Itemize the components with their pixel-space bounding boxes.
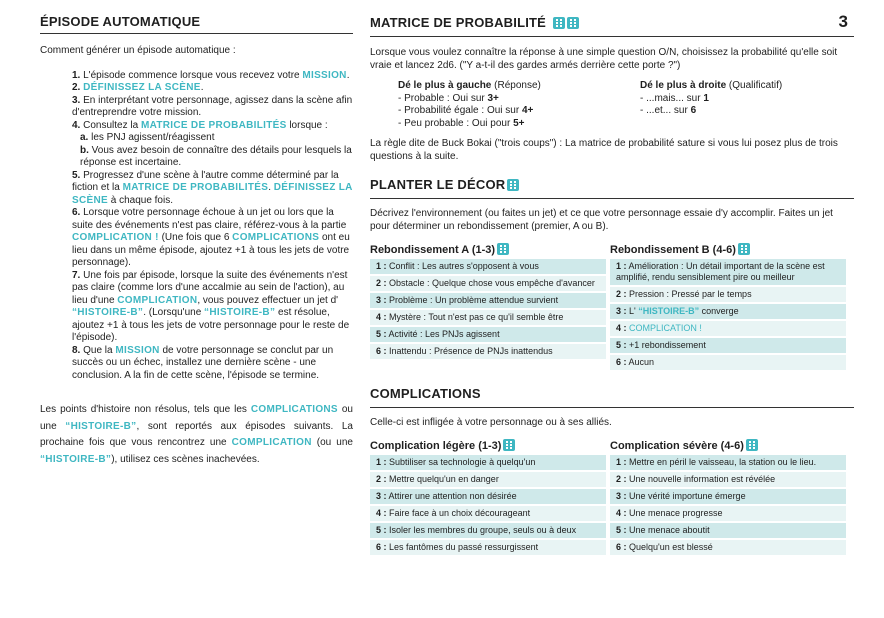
step-4b: b. Vous avez besoin de connaître des détails pour lesquels la réponse est incertaine. — [80, 144, 352, 168]
table-row: 1 : Mettre en péril le vaisseau, la station ou le lieu. — [610, 455, 846, 471]
dice-icon — [738, 243, 750, 255]
step-2: 2. DÉFINISSEZ LA SCÈNE. — [72, 82, 204, 93]
dice-icon — [746, 439, 758, 451]
decor-header — [370, 176, 854, 199]
table-row: 6 : Les fantômes du passé ressurgissent — [370, 539, 606, 556]
table-row: 6 : Aucun — [610, 354, 846, 371]
right-column — [370, 14, 854, 579]
table-row: 1 : Amélioration : Un détail important de la scène est amplifié, rendu sensiblement pire ou meilleur — [610, 259, 846, 286]
section-title-decor: PLANTER LE DÉCOR — [370, 177, 506, 192]
decor-intro: Décrivez l'environnement (ou faites un jet) et ce que votre personnage essaie d'y accomplir. Faites un jet pour déterminer un rebondissement (premier, A ou B). — [370, 208, 833, 232]
table-row: 5 : Activité : Les PNJs agissent — [370, 326, 606, 343]
table-row: 6 : Inattendu : Présence de PNJs inattendus — [370, 343, 606, 360]
matrix-intro: Lorsque vous voulez connaître la réponse à une simple question O/N, choisissez la probabilité qu'elle soit vraie et lancez 2d6. ("Y a-t-il des gardes armés derrière cette porte ?") — [370, 47, 838, 71]
step-4: 4. Consultez la MATRICE DE PROBABILITÉS lorsque : — [72, 119, 328, 131]
table-row: 4 : Une menace progresse — [610, 505, 846, 522]
step-7: 7. Une fois par épisode, lorsque la suite des événements n'est pas claire (comme lors d'une accalmie au sein de l'action), au lieu d'une COMPLICATION, vous pouvez effectuer un jet d' “HISTOIRE-B”. (Lorsqu'une “HISTOIRE-B” est résolue, ajoutez +1 à tous les jets de votre personnage pour le reste de l'épisode). — [72, 269, 350, 343]
episode-footer: Les points d'histoire non résolus, tels que les COMPLICATIONS ou une “HISTOIRE-B”, sont reportés aux épisodes suivants. La prochaine fois que vous rencontrez une COMPLICATION (ou une “HISTOIRE-B”), utilisez ces scènes inachevées. — [40, 404, 353, 465]
table-complication-legere: Complication légère (1-3) 1 : Subtiliser sa technologie à quelqu'un 2 : Mettre quelqu'un en danger 3 : Attirer une attention non désirée 4 : Faire face à un choix décourageant 5 : Isoler les membres du groupe, seuls ou à deux 6 : Les fantômes du passé ressurgissent — [370, 439, 606, 557]
table-row: 2 : Obstacle : Quelque chose vous empêche d'avancer — [370, 275, 606, 292]
episode-steps — [72, 70, 354, 383]
dice-icon — [553, 17, 565, 29]
dice-icon — [497, 243, 509, 255]
rebond-tables — [370, 243, 854, 383]
complication-legere-table — [370, 455, 606, 557]
complication-severe-table — [610, 455, 846, 557]
section-title-episode: ÉPISODE AUTOMATIQUE — [40, 14, 353, 34]
table-row: 2 : Une nouvelle information est révélée — [610, 471, 846, 488]
table-row: 4 : Mystère : Tout n'est pas ce qu'il semble être — [370, 309, 606, 326]
rebond-b-table — [610, 259, 846, 372]
left-die-row: - Probabilité égale : Oui sur 4+ — [398, 105, 534, 116]
table-row: 5 : Une menace aboutit — [610, 522, 846, 539]
step-8: 8. Que la MISSION de votre personnage se conclut par un succès ou un échec, installez une dernière scène - une conclusion. A la fin de cette scène, l'épisode se termine. — [72, 344, 334, 381]
table-row: 2 : Pression : Pressé par le temps — [610, 286, 846, 303]
right-die-block: Dé le plus à droite (Qualificatif) - ...mais... sur 1 - ...et... sur 6 — [640, 80, 850, 118]
table-row: 1 : Conflit : Les autres s'opposent à vous — [370, 259, 606, 275]
left-column — [40, 14, 353, 468]
table-row: 3 : Attirer une attention non désirée — [370, 488, 606, 505]
table-row: 4 : Faire face à un choix décourageant — [370, 505, 606, 522]
step-5: 5. Progressez d'une scène à l'autre comme déterminé par la fiction et la MATRICE DE PROBABILITÉS. DÉFINISSEZ LA SCÈNE à chaque fois. — [72, 169, 353, 206]
left-die-row: - Peu probable : Oui pour 5+ — [398, 117, 525, 129]
dice-icon — [503, 439, 515, 451]
table-row: 5 : +1 rebondissement — [610, 337, 846, 354]
left-die-block: Dé le plus à gauche (Réponse) - Probable : Oui sur 3+ - Probabilité égale : Oui sur 4+ - Peu probable : Oui pour 5+ — [398, 80, 628, 130]
section-title-matrix: MATRICE DE PROBABILITÉ — [370, 15, 547, 30]
right-die-row: - ...et... sur 6 — [640, 105, 697, 116]
section-title-complications: COMPLICATIONS — [370, 386, 481, 401]
page-number: 3 — [838, 12, 848, 31]
right-die-row: - ...mais... sur 1 — [640, 92, 709, 104]
buck-bokai-rule: La règle dite de Buck Bokai ("trois coups") : La matrice de probabilité sature si vous lui posez plus de trois questions à la suite. — [370, 138, 838, 162]
complications-header — [370, 385, 854, 408]
matrix-header — [370, 14, 854, 37]
table-rebond-a: Rebondissement A (1-3) 1 : Conflit : Les autres s'opposent à vous 2 : Obstacle : Quelque chose vous empêche d'avancer 3 : Problème : Un problème attendue survient 4 : Mystère : Tout n'est pas ce qu'il semble être 5 : Activité : Les PNJs agissent 6 : Inattendu : Présence de PNJs inattendus — [370, 243, 606, 361]
table-row: 4 : COMPLICATION ! — [610, 320, 846, 337]
table-row: 2 : Mettre quelqu'un en danger — [370, 471, 606, 488]
step-6: 6. Lorsque votre personnage échoue à un jet ou lors que la suite des événements n'est pas claire, référez-vous à la partie COMPLICATION ! (Une fois que 6 COMPLICATIONS ont eu lieu dans un même épisode, ajoutez +1 à tous les jets de votre personnage). — [72, 207, 350, 268]
table-row: 1 : Subtiliser sa technologie à quelqu'un — [370, 455, 606, 471]
table-row: 3 : Une vérité importune émerge — [610, 488, 846, 505]
dice-rules — [370, 80, 854, 136]
table-row: 5 : Isoler les membres du groupe, seuls ou à deux — [370, 522, 606, 539]
table-row: 6 : Quelqu'un est blessé — [610, 539, 846, 556]
left-die-row: - Probable : Oui sur 3+ — [398, 92, 499, 104]
dice-icon — [507, 179, 519, 191]
table-row: 3 : Problème : Un problème attendue survient — [370, 292, 606, 309]
step-1: 1. L'épisode commence lorsque vous recevez votre MISSION. — [72, 69, 350, 81]
complications-intro: Celle-ci est infligée à votre personnage ou à ses alliés. — [370, 417, 612, 428]
complication-tables — [370, 439, 854, 579]
dice-icon — [567, 17, 579, 29]
episode-intro: Comment générer un épisode automatique : — [40, 45, 236, 56]
table-complication-severe: Complication sévère (4-6) 1 : Mettre en péril le vaisseau, la station ou le lieu. 2 : Une nouvelle information est révélée 3 : Une vérité importune émerge 4 : Une menace progresse 5 : Une menace aboutit 6 : Quelqu'un est blessé — [610, 439, 846, 557]
step-3: 3. En interprétant votre personnage, agissez dans la scène afin d'entreprendre votre mission. — [72, 94, 353, 118]
table-row: 3 : L' “HISTOIRE-B” converge — [610, 303, 846, 320]
step-4a: a. les PNJ agissent/réagissent — [80, 132, 215, 143]
table-rebond-b: Rebondissement B (4-6) 1 : Amélioration : Un détail important de la scène est amplifié, rendu sensiblement pire ou meilleur 2 : Pression : Pressé par le temps 3 : L' “HISTOIRE-B” converge 4 : COMPLICATION ! 5 : +1 rebondissement 6 : Aucun — [610, 243, 846, 372]
rebond-a-table — [370, 259, 606, 361]
